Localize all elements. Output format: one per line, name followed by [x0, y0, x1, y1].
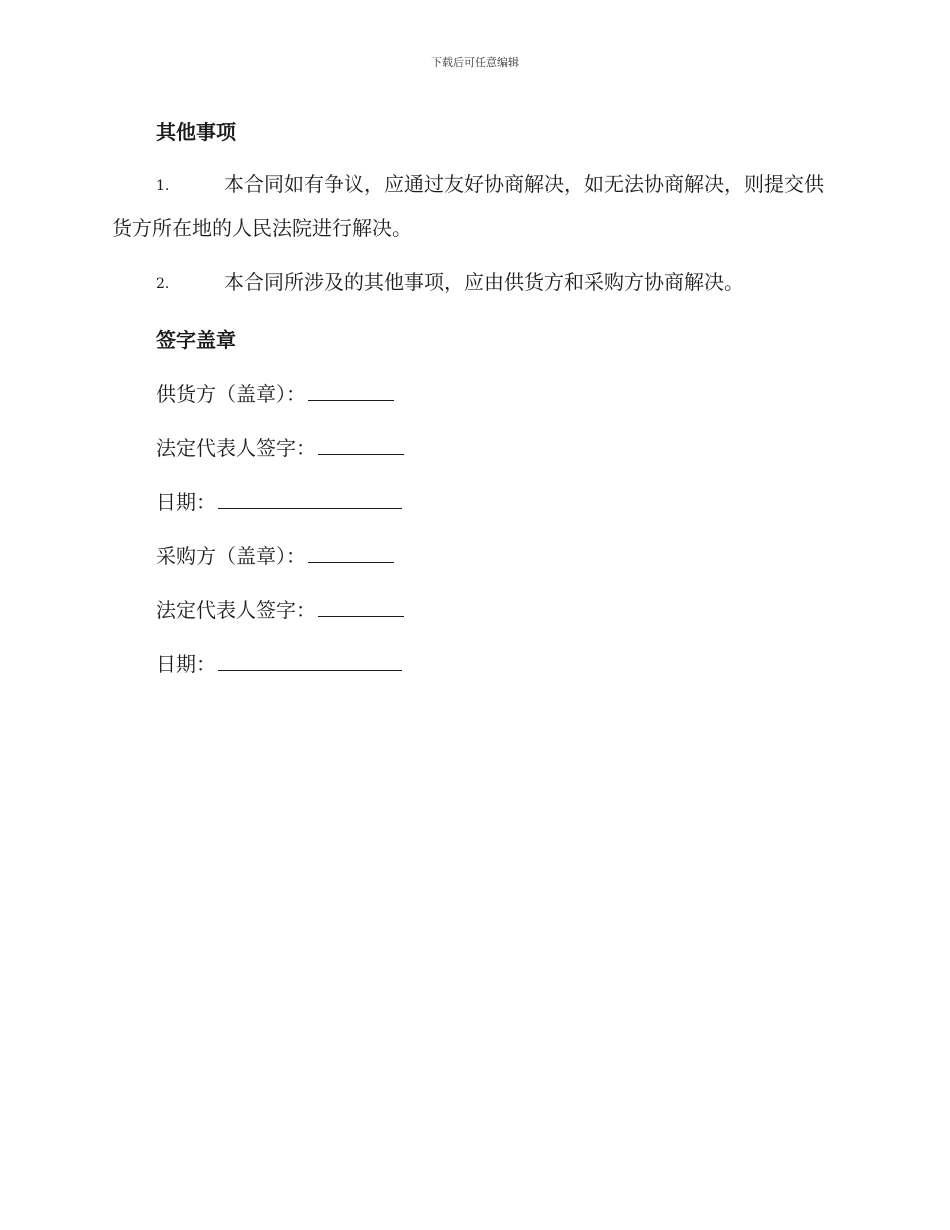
supplier-representative-label: 法定代表人签字：	[156, 436, 316, 460]
header-note: 下载后可任意编辑	[431, 56, 519, 69]
list-item-text: 本合同所涉及的其他事项，应由供货方和采购方协商解决。	[224, 270, 744, 294]
supplier-date-blank[interactable]	[218, 490, 402, 509]
purchaser-date-label: 日期：	[156, 652, 216, 676]
list-item	[112, 162, 836, 250]
list-item-text: 本合同如有争议，应通过友好协商解决，如无法协商解决，则提交供货方所在地的人民法院进行解决。	[112, 172, 824, 240]
purchaser-representative-line	[156, 594, 404, 623]
supplier-date-line	[156, 486, 402, 515]
purchaser-representative-blank[interactable]	[318, 598, 404, 617]
purchaser-representative-label: 法定代表人签字：	[156, 598, 316, 622]
purchaser-date-blank[interactable]	[218, 652, 402, 671]
supplier-representative-line	[156, 432, 404, 461]
supplier-date-label: 日期：	[156, 490, 216, 514]
supplier-seal-line	[156, 378, 394, 407]
purchaser-seal-label: 采购方（盖章）：	[156, 544, 306, 568]
purchaser-date-line	[156, 648, 402, 677]
list-item	[112, 260, 836, 304]
purchaser-seal-line	[156, 540, 394, 569]
section-title-signature: 签字盖章	[156, 328, 236, 352]
section-title-other-matters: 其他事项	[156, 120, 236, 144]
list-item-number: 2.	[156, 276, 170, 292]
purchaser-seal-blank[interactable]	[308, 544, 394, 563]
supplier-seal-label: 供货方（盖章）：	[156, 382, 306, 406]
list-item-number: 1.	[156, 178, 170, 194]
supplier-seal-blank[interactable]	[308, 382, 394, 401]
supplier-representative-blank[interactable]	[318, 436, 404, 455]
